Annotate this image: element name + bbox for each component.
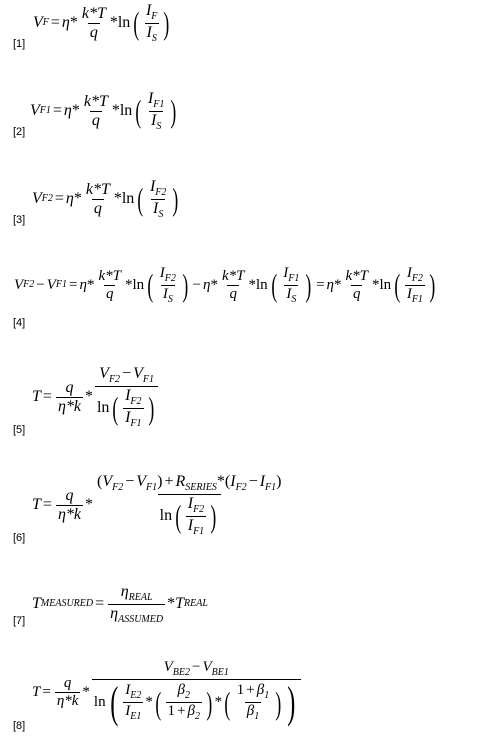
left-paren: ( — [109, 677, 118, 727]
symbol: I — [153, 199, 159, 217]
left-paren: ( — [147, 267, 154, 303]
operator: * — [82, 683, 90, 700]
operator: − — [122, 364, 132, 382]
fraction — [148, 179, 168, 220]
subscript: REAL — [184, 598, 208, 609]
subscript: F — [42, 17, 49, 28]
numerator: k*T — [98, 267, 121, 284]
operator: * — [69, 14, 78, 31]
right-paren: ) — [147, 390, 154, 426]
right-paren: ) — [172, 181, 179, 217]
symbol: I — [286, 285, 292, 302]
subscript: F1 — [265, 481, 277, 493]
symbol: V — [99, 364, 109, 382]
symbol: R — [175, 472, 186, 490]
symbol: V — [14, 276, 24, 293]
fraction — [80, 6, 108, 41]
fraction — [144, 3, 159, 44]
symbol: T — [32, 683, 41, 700]
symbol: β — [256, 682, 265, 698]
operator: = — [42, 683, 51, 700]
subscript: F2 — [41, 193, 53, 204]
subscript: BE2 — [172, 666, 190, 678]
operator: = — [42, 388, 52, 405]
denominator: q — [91, 111, 100, 129]
operator: = — [69, 276, 78, 293]
operator: * — [333, 276, 342, 293]
parenthesis-group — [133, 91, 179, 132]
operator: * — [210, 276, 218, 293]
right-paren: ) — [182, 267, 189, 303]
operator: + — [164, 472, 174, 490]
operator: = — [42, 496, 52, 513]
symbol: I — [125, 386, 131, 404]
equation-label: [5] — [13, 424, 26, 436]
ln-function: ln — [379, 276, 392, 293]
fraction: $(V_{F2} - V_{F1}) + R_{SERIES}*(I_{F2} - I_{F1})$ ln ( $\frac{I_{F2}}{I_{F1}}$ ) — [96, 472, 282, 537]
numerator: k*T — [345, 267, 368, 284]
symbol: I — [230, 472, 236, 490]
right-paren: ) — [170, 93, 177, 129]
symbol: I — [125, 408, 131, 426]
subscript: ASSUMED — [118, 613, 164, 625]
left-paren: ( — [394, 267, 401, 303]
left-paren: ( — [135, 93, 142, 129]
operator: = — [95, 595, 105, 612]
operator: * — [124, 276, 133, 293]
parenthesis-group — [145, 266, 190, 305]
symbol: V — [136, 472, 147, 490]
equation-1-formula — [33, 0, 172, 46]
operator: * — [73, 190, 82, 207]
subscript: 2 — [194, 711, 200, 722]
symbol: I — [162, 285, 168, 302]
parenthesis-group — [110, 388, 156, 429]
equation-label: [7] — [13, 615, 26, 627]
ln-function: ln — [121, 190, 135, 207]
subscript: F1 — [411, 293, 423, 305]
symbol: V — [133, 364, 143, 382]
fraction — [146, 91, 166, 132]
symbol: η — [203, 276, 211, 293]
right-paren: ) — [210, 498, 217, 534]
symbol: I — [406, 285, 412, 302]
equation-7-formula — [32, 584, 208, 624]
operator: * — [86, 276, 95, 293]
parenthesis-group — [269, 266, 314, 305]
fraction — [220, 269, 247, 302]
operator: * — [111, 102, 120, 119]
operator: * — [113, 190, 122, 207]
equation-label: [4] — [13, 317, 26, 329]
symbol: V — [163, 658, 173, 675]
symbol: V — [32, 190, 42, 207]
symbol: I — [149, 177, 156, 195]
right-paren: ) — [305, 267, 312, 303]
operator: * — [214, 694, 223, 710]
subscript: 1 — [264, 690, 270, 701]
operator: * — [167, 595, 176, 612]
operator: − — [192, 276, 202, 293]
subscript: F1 — [193, 525, 205, 537]
operator: − — [125, 472, 135, 490]
subscript: F2 — [164, 272, 176, 284]
left-paren: ( — [155, 684, 162, 721]
fraction — [281, 266, 301, 305]
subscript: F1 — [142, 373, 154, 385]
ln-function: ln — [255, 276, 268, 293]
fraction — [405, 266, 425, 305]
equation-6 — [0, 472, 489, 547]
fraction — [96, 269, 123, 302]
operator: * — [84, 388, 93, 405]
denominator: q — [229, 285, 237, 302]
subscript: S — [156, 120, 162, 132]
subscript: 1 — [254, 711, 260, 722]
subscript: E1 — [130, 711, 142, 722]
symbol: β — [246, 703, 255, 719]
symbol: V — [33, 14, 43, 31]
equation-2 — [0, 88, 489, 138]
fraction — [186, 496, 206, 537]
subscript: S — [158, 208, 164, 220]
equation-8 — [0, 656, 489, 736]
fraction — [343, 269, 370, 302]
symbol: β — [177, 682, 185, 698]
equation-5-formula — [32, 364, 160, 430]
operator: = — [52, 102, 62, 119]
subscript: 2 — [184, 690, 190, 701]
symbol: I — [151, 111, 157, 129]
subscript: S — [291, 293, 297, 305]
numerator: q — [65, 486, 74, 504]
equation-8-formula — [32, 656, 303, 728]
fraction — [95, 366, 158, 429]
fraction — [108, 584, 165, 625]
ln-function: ln — [96, 399, 110, 416]
fraction — [55, 676, 81, 709]
subscript: F1 — [288, 272, 300, 284]
operator: * — [84, 496, 93, 513]
denominator: q — [93, 199, 102, 217]
parenthesis-group — [131, 3, 172, 44]
symbol: T — [32, 595, 41, 612]
numerator: k*T — [85, 180, 110, 198]
operator: * — [248, 276, 256, 293]
equation-6-formula — [32, 472, 285, 538]
operator: * — [216, 472, 225, 490]
subscript: F1 — [39, 105, 51, 116]
fraction — [166, 683, 202, 722]
fraction — [235, 683, 271, 722]
denominator: η*k — [57, 397, 81, 415]
operator: + — [246, 682, 255, 698]
parenthesis-group — [107, 677, 299, 727]
equation-4-formula — [14, 262, 438, 308]
operator: * — [371, 276, 380, 293]
parenthesis-group — [392, 266, 437, 305]
numerator: k*T — [83, 92, 108, 110]
symbol: I — [146, 23, 152, 41]
symbol: I — [159, 264, 165, 281]
equation-2-formula — [30, 88, 179, 134]
symbol: I — [187, 494, 194, 512]
operator: − — [192, 658, 201, 675]
symbol: η — [61, 14, 70, 31]
symbol: I — [283, 264, 289, 281]
parenthesis-group — [153, 683, 215, 722]
equation-label: [6] — [13, 532, 26, 544]
symbol: η — [63, 102, 72, 119]
subscript: F2 — [411, 272, 423, 284]
fraction — [84, 182, 112, 217]
symbol: T — [32, 496, 41, 513]
equation-3 — [0, 176, 489, 226]
subscript: F2 — [108, 373, 121, 385]
operator: = — [316, 276, 325, 293]
operator: * — [145, 694, 153, 710]
symbol: β — [187, 703, 195, 719]
denominator: q — [105, 285, 114, 302]
subscript: SERIES — [185, 481, 217, 493]
operator: * — [109, 14, 118, 31]
symbol: η — [65, 190, 74, 207]
ln-function: ln — [117, 14, 131, 31]
left-paren: ( — [224, 684, 231, 721]
subscript: F2 — [193, 503, 205, 515]
symbol: I — [145, 1, 152, 19]
number: 1 — [167, 703, 176, 719]
parenthesis-group — [135, 179, 181, 220]
equation-4 — [0, 262, 489, 332]
symbol: I — [147, 89, 154, 107]
ln-function: ln — [119, 102, 133, 119]
number: 1 — [236, 682, 245, 698]
right-paren: ) — [429, 267, 436, 303]
denominator: η*k — [56, 692, 79, 709]
symbol: I — [125, 682, 131, 698]
subscript: MEASURED — [40, 598, 94, 609]
parenthesis-group — [222, 683, 284, 722]
symbol: η — [110, 604, 119, 622]
left-paren: ( — [112, 390, 119, 426]
numerator: k*T — [81, 4, 106, 22]
symbol: T — [32, 388, 41, 405]
subscript: E2 — [130, 690, 142, 701]
symbol: I — [406, 264, 412, 281]
equation-3-formula — [32, 176, 181, 222]
equation-1 — [0, 0, 489, 60]
operator: = — [50, 14, 60, 31]
fraction — [56, 380, 83, 415]
subscript: S — [167, 293, 173, 305]
operator: + — [177, 703, 186, 719]
symbol: I — [125, 703, 131, 719]
equation-5 — [0, 364, 489, 439]
subscript: F1 — [153, 98, 165, 110]
symbol: V — [30, 102, 40, 119]
denominator: q — [89, 23, 98, 41]
equation-7 — [0, 584, 489, 629]
ln-function: ln — [93, 694, 106, 710]
subscript: F1 — [146, 481, 158, 493]
denominator: η*k — [57, 505, 81, 523]
left-paren: ( — [175, 498, 182, 534]
operator: − — [36, 276, 45, 293]
fraction — [123, 683, 143, 722]
equation-label: [8] — [13, 720, 26, 732]
subscript: F2 — [23, 279, 35, 290]
numerator: k*T — [221, 267, 245, 284]
symbol: η — [79, 276, 87, 293]
subscript: F2 — [130, 395, 142, 407]
subscript: F1 — [55, 279, 68, 290]
operator: = — [54, 190, 64, 207]
left-paren: ( — [271, 267, 277, 303]
fraction — [56, 488, 83, 523]
subscript: S — [151, 32, 157, 44]
ln-function: ln — [132, 276, 145, 293]
subscript: F1 — [130, 417, 142, 429]
fraction — [92, 660, 301, 725]
fraction — [158, 266, 178, 305]
left-paren: ( — [133, 5, 140, 41]
fraction — [82, 94, 110, 129]
operator: − — [248, 472, 258, 490]
subscript: F2 — [235, 481, 247, 493]
equation-label: [3] — [13, 214, 26, 226]
subscript: REAL — [128, 591, 153, 603]
right-paren: ) — [275, 684, 282, 721]
numerator: q — [65, 378, 74, 396]
equation-label: [1] — [13, 38, 26, 50]
subscript: F — [151, 10, 158, 22]
left-paren: ( — [137, 181, 144, 217]
subscript: F2 — [155, 186, 167, 198]
right-paren: ) — [287, 677, 296, 727]
symbol: η — [326, 276, 334, 293]
symbol: V — [102, 472, 113, 490]
ln-function: ln — [159, 507, 173, 524]
right-paren: ) — [163, 5, 170, 41]
symbol: η — [120, 582, 129, 600]
symbol: V — [46, 276, 56, 293]
denominator: q — [352, 285, 361, 302]
numerator: q — [63, 674, 72, 691]
equation-label: [2] — [13, 126, 26, 138]
operator: * — [71, 102, 80, 119]
fraction — [123, 388, 143, 429]
parenthesis-group — [173, 496, 219, 537]
subscript: F2 — [112, 481, 124, 493]
right-paren: ) — [206, 684, 213, 721]
subscript: BE1 — [211, 666, 229, 678]
symbol: I — [259, 472, 266, 490]
symbol: I — [187, 516, 194, 534]
symbol: T — [175, 595, 184, 612]
symbol: V — [202, 658, 212, 675]
